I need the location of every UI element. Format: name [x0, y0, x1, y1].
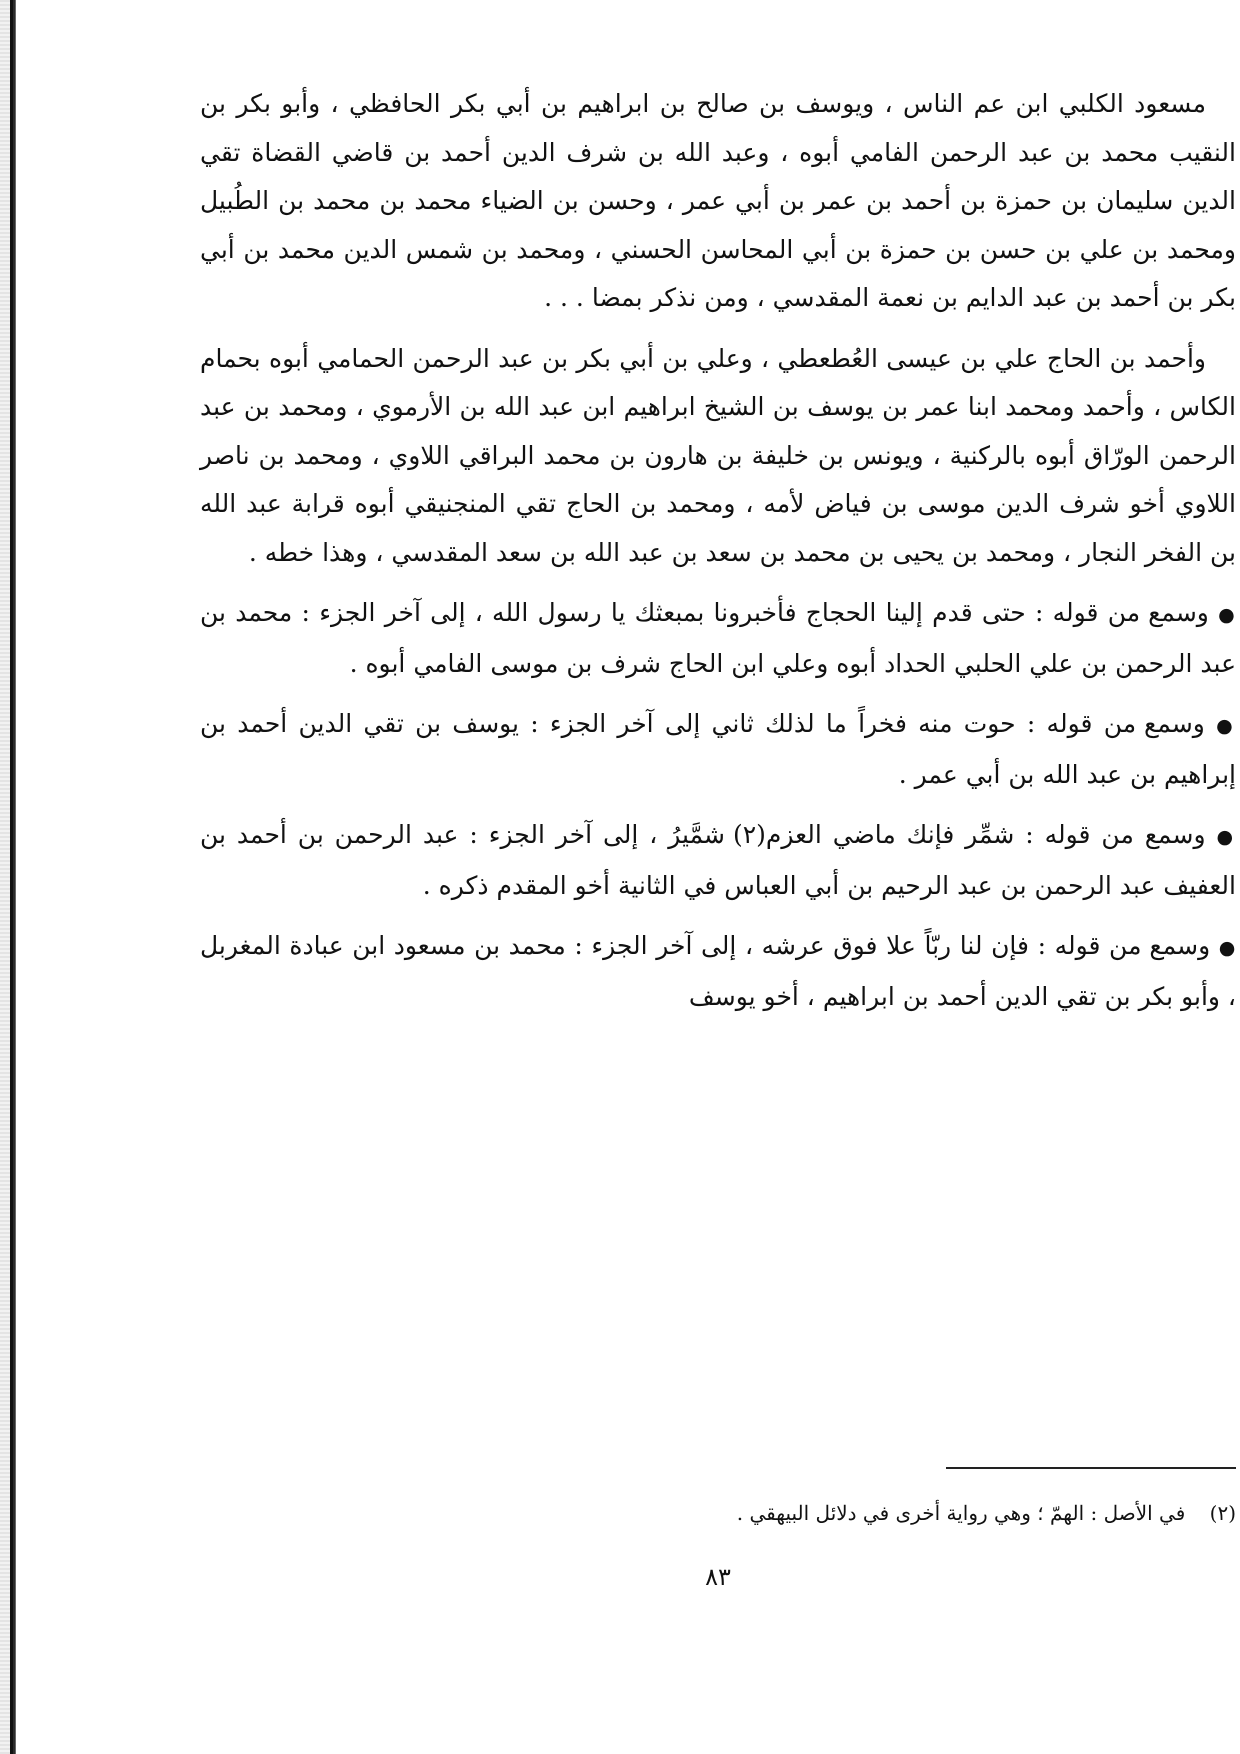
bullet-icon: ●	[1216, 826, 1236, 848]
paragraph-text: وسمع من قوله : شمِّر فإنك ماضي العزم(٢) شمَّيرُ ، إلى آخر الجزء : عبد الرحمن بن أحمد بن العفيف عبد الرحمن بن عبد الرحيم بن أبي العباس في الثانية أخو المقدم ذكره .	[200, 820, 1236, 900]
paragraph-text: وسمع من قوله : فإن لنا ربّاً علا فوق عرشه ، إلى آخر الجزء : محمد بن مسعود ابن عبادة المغربل ، وأبو بكر بن تقي الدين أحمد بن ابراهيم ، أخو يوسف	[200, 931, 1236, 1011]
paragraph	[200, 589, 1236, 688]
bullet-icon: ●	[1218, 604, 1236, 626]
paragraph	[200, 700, 1236, 799]
paragraph-text: مسعود الكلبي ابن عم الناس ، ويوسف بن صالح بن ابراهيم بن أبي بكر الحافظي ، وأبو بكر بن النقيب محمد بن عبد الرحمن الفامي أبوه ، وعبد الله بن شرف الدين أحمد بن قاضي القضاة تقي الدين سليمان بن حمزة بن أحمد بن عمر بن أبي عمر ، وحسن بن الضياء محمد بن محمد بن الطُبيل ومحمد بن علي بن حسن بن حمزة بن أبي المحاسن الحسني ، ومحمد بن شمس الدين محمد بن أبي بكر بن أحمد بن عبد الدايم بن نعمة المقدسي ، ومن نذكر بمضا . . .	[200, 89, 1236, 312]
paragraph	[200, 811, 1236, 910]
bullet-icon: ●	[1218, 937, 1236, 959]
footnote-divider	[946, 1467, 1236, 1469]
paragraph	[200, 80, 1236, 323]
scan-edge	[0, 0, 14, 1754]
paragraph	[200, 335, 1236, 578]
page-number: ٨٣	[705, 1563, 731, 1591]
footnote-number: (٢)	[1209, 1501, 1236, 1525]
book-page	[200, 80, 1236, 1720]
body-text	[200, 80, 1236, 1021]
bullet-icon: ●	[1216, 715, 1236, 737]
paragraph-text: وسمع من قوله : حوت منه فخراً ما لذلك ثاني إلى آخر الجزء : يوسف بن تقي الدين أحمد بن إبراهيم بن عبد الله بن أبي عمر .	[200, 709, 1236, 789]
paragraph-text: وسمع من قوله : حتى قدم إلينا الحجاج فأخبرونا بمبعثك يا رسول الله ، إلى آخر الجزء : محمد بن عبد الرحمن بن علي الحلبي الحداد أبوه وعلي ابن الحاج شرف بن موسى الفامي أبوه .	[200, 598, 1236, 678]
footnote	[200, 1498, 1236, 1528]
paragraph-text: وأحمد بن الحاج علي بن عيسى العُطعطي ، وعلي بن أبي بكر بن عبد الرحمن الحمامي أبوه بحمام الكاس ، وأحمد ومحمد ابنا عمر بن يوسف بن الشيخ ابراهيم ابن عبد الله بن الأرموي ، ومحمد بن عبد الرحمن الورّاق أبوه بالركنية ، ويونس بن خليفة بن هارون بن محمد البراقي اللاوي ، ومحمد بن ناصر اللاوي أخو شرف الدين موسى بن فياض لأمه ، ومحمد بن الحاج تقي المنجنيقي أبوه قرابة عبد الله بن الفخر النجار ، ومحمد بن يحيى بن محمد بن سعد بن عبد الله بن سعد المقدسي ، وهذا خطه .	[200, 343, 1236, 567]
paragraph	[200, 922, 1236, 1021]
footnote-text: في الأصل : الهمّ ؛ وهي رواية أخرى في دلائل البيهقي .	[736, 1501, 1186, 1525]
